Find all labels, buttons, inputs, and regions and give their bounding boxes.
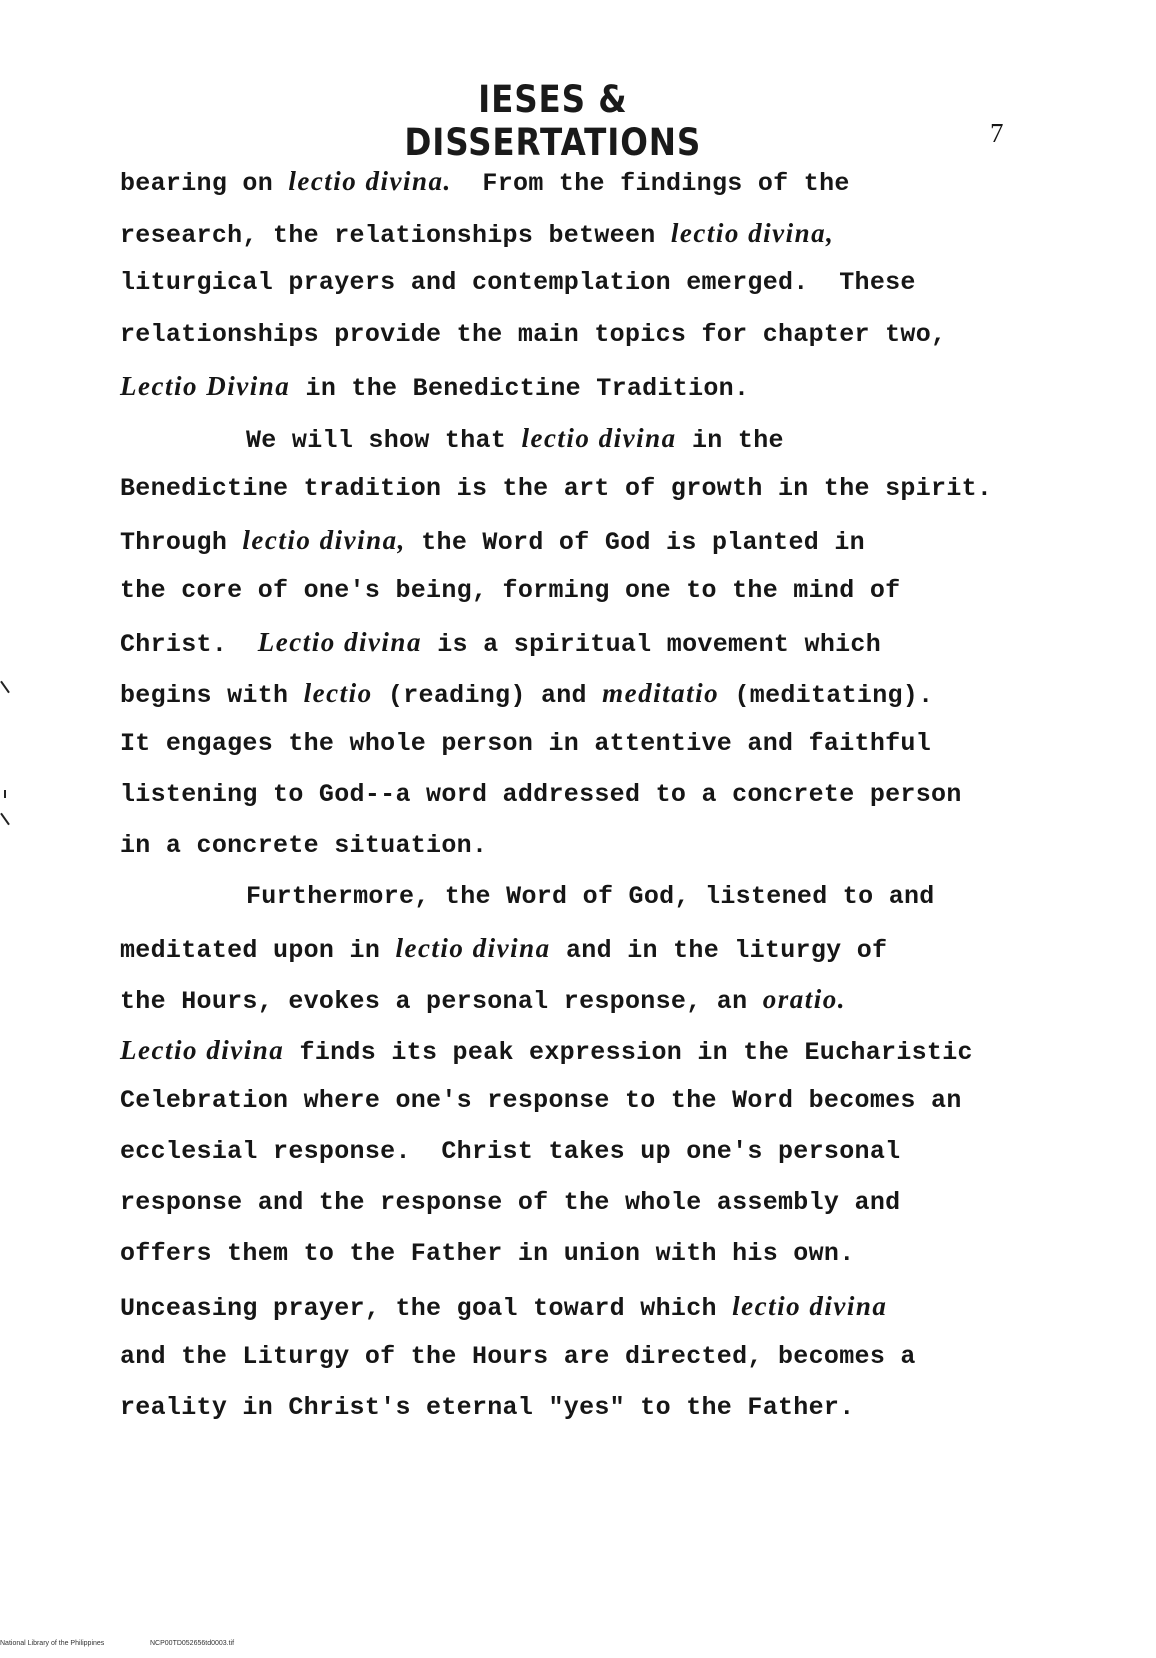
italic-term: Lectio Divina [120,371,291,401]
text-segment: and the Liturgy of the Hours are directed, becomes a [120,1342,916,1371]
scan-edge-mark [0,681,10,694]
text-segment: Unceasing prayer, the goal toward which [120,1294,733,1323]
text-line [120,1239,855,1268]
text-segment: ecclesial response. Christ takes up one's personal [120,1137,901,1166]
text-segment: in the Benedictine Tradition. [290,374,750,403]
scan-edge-mark [4,790,6,798]
italic-term: lectio [303,678,373,708]
text-segment: offers them to the Father in union with his own. [120,1239,855,1268]
text-segment: reality in Christ's eternal "yes" to the Father. [120,1393,855,1422]
text-line [120,320,946,349]
text-line [120,576,900,605]
text-line [120,1086,962,1115]
text-line [120,780,962,809]
text-segment: bearing on [120,169,289,198]
text-segment: the core of one's being, forming one to the mind of [120,576,901,605]
text-line [120,166,850,198]
text-line [120,1188,900,1217]
italic-term: lectio divina [521,423,677,453]
text-segment: relationships provide the main topics for chapter two, [120,320,947,349]
text-line [120,831,487,860]
footer-library: National Library of the Philippines [0,1640,105,1647]
text-line [120,1342,916,1371]
text-line [120,268,916,297]
italic-term: Lectio divina [257,627,422,657]
text-segment: in the [676,426,784,455]
thesis-stamp: IESES & DISSERTATIONS [404,78,702,164]
text-line [120,678,933,710]
text-line [120,984,846,1016]
text-line [120,627,881,659]
text-line [120,1291,887,1323]
text-line [120,1137,900,1166]
text-line [120,371,749,403]
text-segment: Through [120,528,243,557]
italic-term: lectio divina, [670,218,835,248]
text-line [120,1393,855,1422]
text-segment: Benedictine tradition is the art of growth in the spirit. [120,474,993,503]
page-number: 7 [990,118,1004,148]
text-segment: It engages the whole person in attentive and faithful [120,729,932,758]
footer-file-id: NCP00TD052656td0003.tif [150,1640,235,1647]
text-line [120,729,931,758]
text-segment: Celebration where one's response to the Word becomes an [120,1086,962,1115]
italic-term: oratio. [762,984,846,1014]
text-line [246,882,935,911]
text-segment: From the findings of the [451,169,850,198]
text-segment: We will show that [246,426,522,455]
text-segment: and in the liturgy of [550,936,888,965]
text-segment: meditated upon in [120,936,396,965]
text-segment: is a spiritual movement which [421,630,882,659]
text-segment: the Hours, evokes a personal response, an [120,987,763,1016]
text-line [120,474,992,503]
text-segment: (reading) and [372,681,603,710]
text-segment: research, the relationships between [120,221,671,250]
text-segment: liturgical prayers and contemplation emerged. These [120,268,916,297]
text-line [120,933,887,965]
italic-term: meditatio [602,678,720,708]
text-line [120,1035,973,1067]
text-line [120,525,865,557]
text-segment: finds its peak expression in the Eucharistic [284,1038,973,1067]
italic-term: lectio divina. [288,166,452,196]
italic-term: lectio divina [732,1291,888,1321]
text-segment: Christ. [120,630,258,659]
text-segment: (meditating). [719,681,934,710]
text-segment: response and the response of the whole assembly and [120,1188,901,1217]
text-segment: in a concrete situation. [120,831,488,860]
text-segment: listening to God--a word addressed to a concrete person [120,780,962,809]
italic-term: Lectio divina [120,1035,285,1065]
italic-term: lectio divina [395,933,551,963]
scan-edge-mark [0,813,10,826]
text-segment: begins with [120,681,304,710]
text-line [120,218,834,250]
text-segment: Furthermore, the Word of God, listened to and [246,882,935,911]
italic-term: lectio divina, [242,525,406,555]
text-segment: the Word of God is planted in [405,528,865,557]
text-line [246,423,784,455]
